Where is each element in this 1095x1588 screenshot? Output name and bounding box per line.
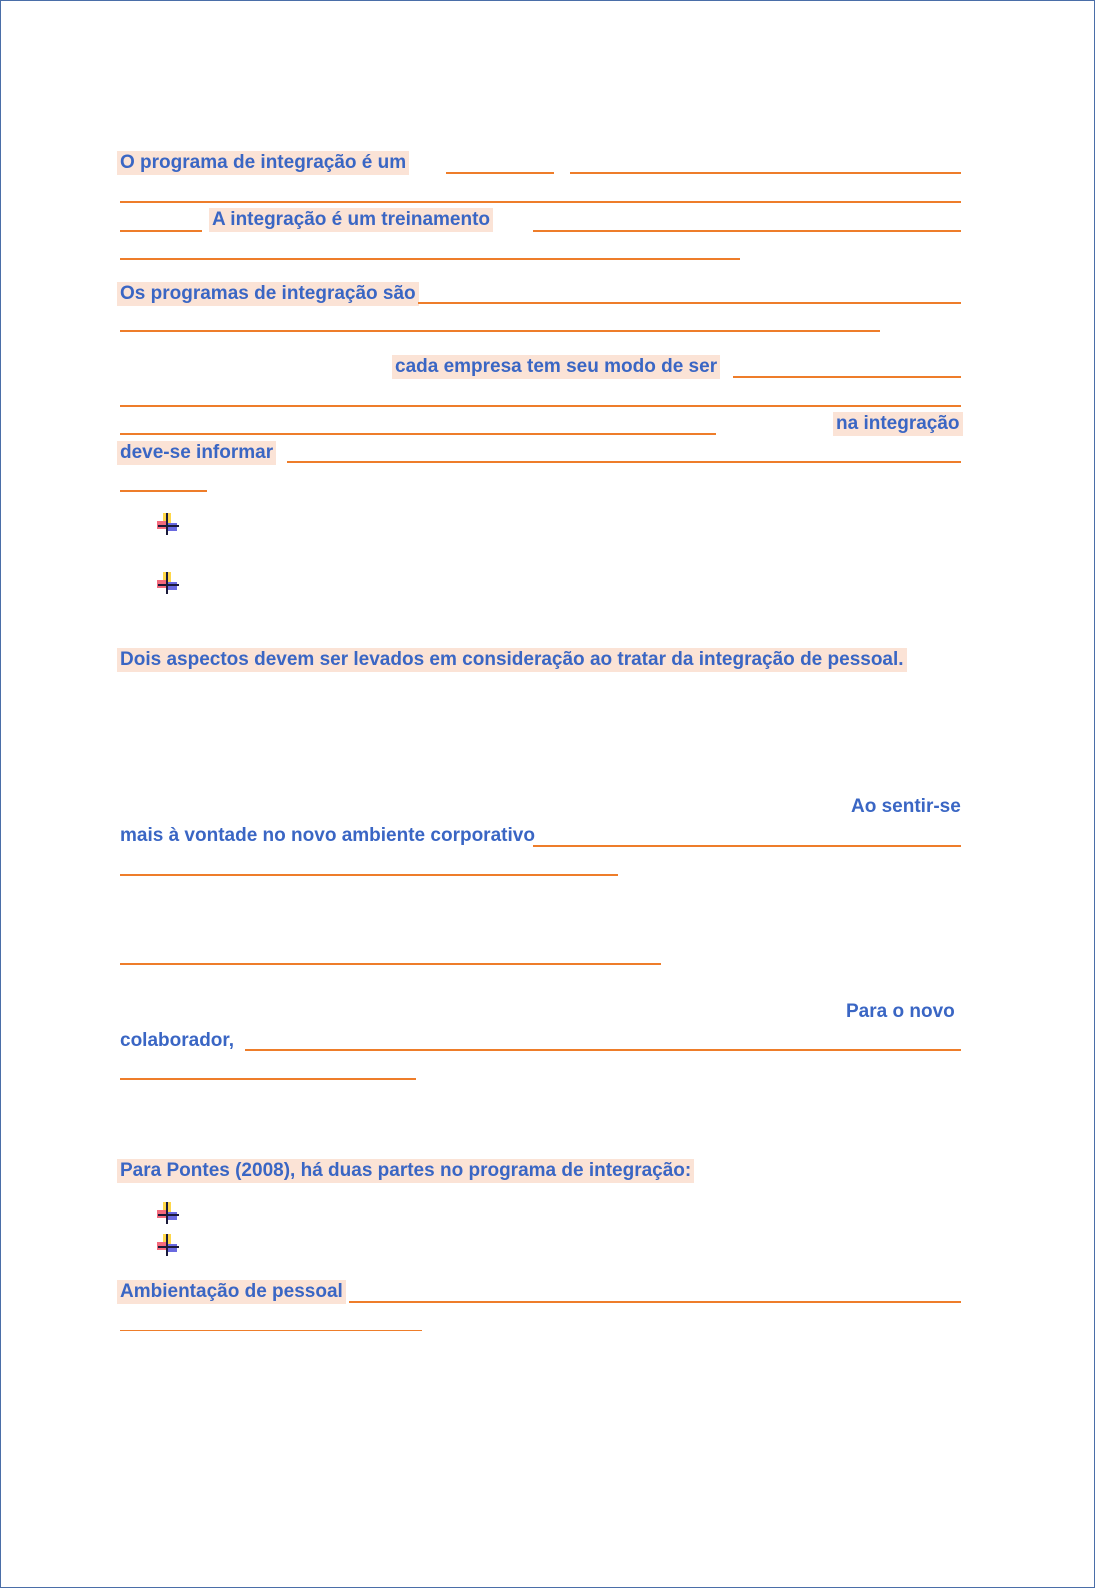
- blank-line[interactable]: [120, 490, 207, 492]
- blank-line[interactable]: [120, 1078, 416, 1080]
- blank-line[interactable]: [287, 461, 961, 463]
- blank-line[interactable]: [533, 845, 961, 847]
- blank-line[interactable]: [533, 230, 961, 232]
- blank-line[interactable]: [120, 405, 961, 407]
- blank-line[interactable]: [120, 230, 202, 232]
- cross-shape-bullet-icon: [155, 1232, 181, 1258]
- paragraph-5-text-a: na integração: [833, 412, 963, 436]
- blank-line[interactable]: [120, 330, 880, 332]
- paragraph-3-text: Os programas de integração são: [117, 282, 419, 306]
- paragraph-7-text-b: mais à vontade no novo ambiente corporativo: [120, 825, 535, 846]
- blank-line[interactable]: [120, 874, 618, 876]
- paragraph-4-text: cada empresa tem seu modo de ser: [392, 355, 720, 379]
- blank-line[interactable]: [418, 302, 961, 304]
- blank-line[interactable]: [446, 172, 554, 174]
- blank-line[interactable]: [120, 1330, 422, 1331]
- blank-line[interactable]: [245, 1049, 961, 1051]
- paragraph-1-text: O programa de integração é um: [117, 151, 409, 175]
- paragraph-6-text: Dois aspectos devem ser levados em consideração ao tratar da integração de pessoal.: [117, 648, 907, 672]
- blank-line[interactable]: [120, 963, 661, 965]
- paragraph-9-text: Para Pontes (2008), há duas partes no programa de integração:: [117, 1159, 694, 1183]
- blank-line[interactable]: [120, 433, 716, 435]
- blank-line[interactable]: [733, 376, 961, 378]
- cross-shape-bullet-icon: [155, 1200, 181, 1226]
- paragraph-7-text-a: Ao sentir-se: [851, 796, 961, 817]
- paragraph-5-text-b: deve-se informar: [117, 441, 276, 465]
- cross-shape-bullet-icon: [155, 511, 181, 537]
- blank-line[interactable]: [120, 201, 961, 203]
- cross-shape-bullet-icon: [155, 570, 181, 596]
- paragraph-10-text: Ambientação de pessoal: [117, 1280, 346, 1304]
- blank-line[interactable]: [120, 258, 740, 260]
- paragraph-8-text-b: colaborador,: [120, 1030, 235, 1051]
- blank-line[interactable]: [570, 172, 961, 174]
- blank-line[interactable]: [349, 1301, 961, 1303]
- paragraph-2-text: A integração é um treinamento: [209, 208, 493, 232]
- paragraph-8-text-a: Para o novo: [846, 1001, 955, 1022]
